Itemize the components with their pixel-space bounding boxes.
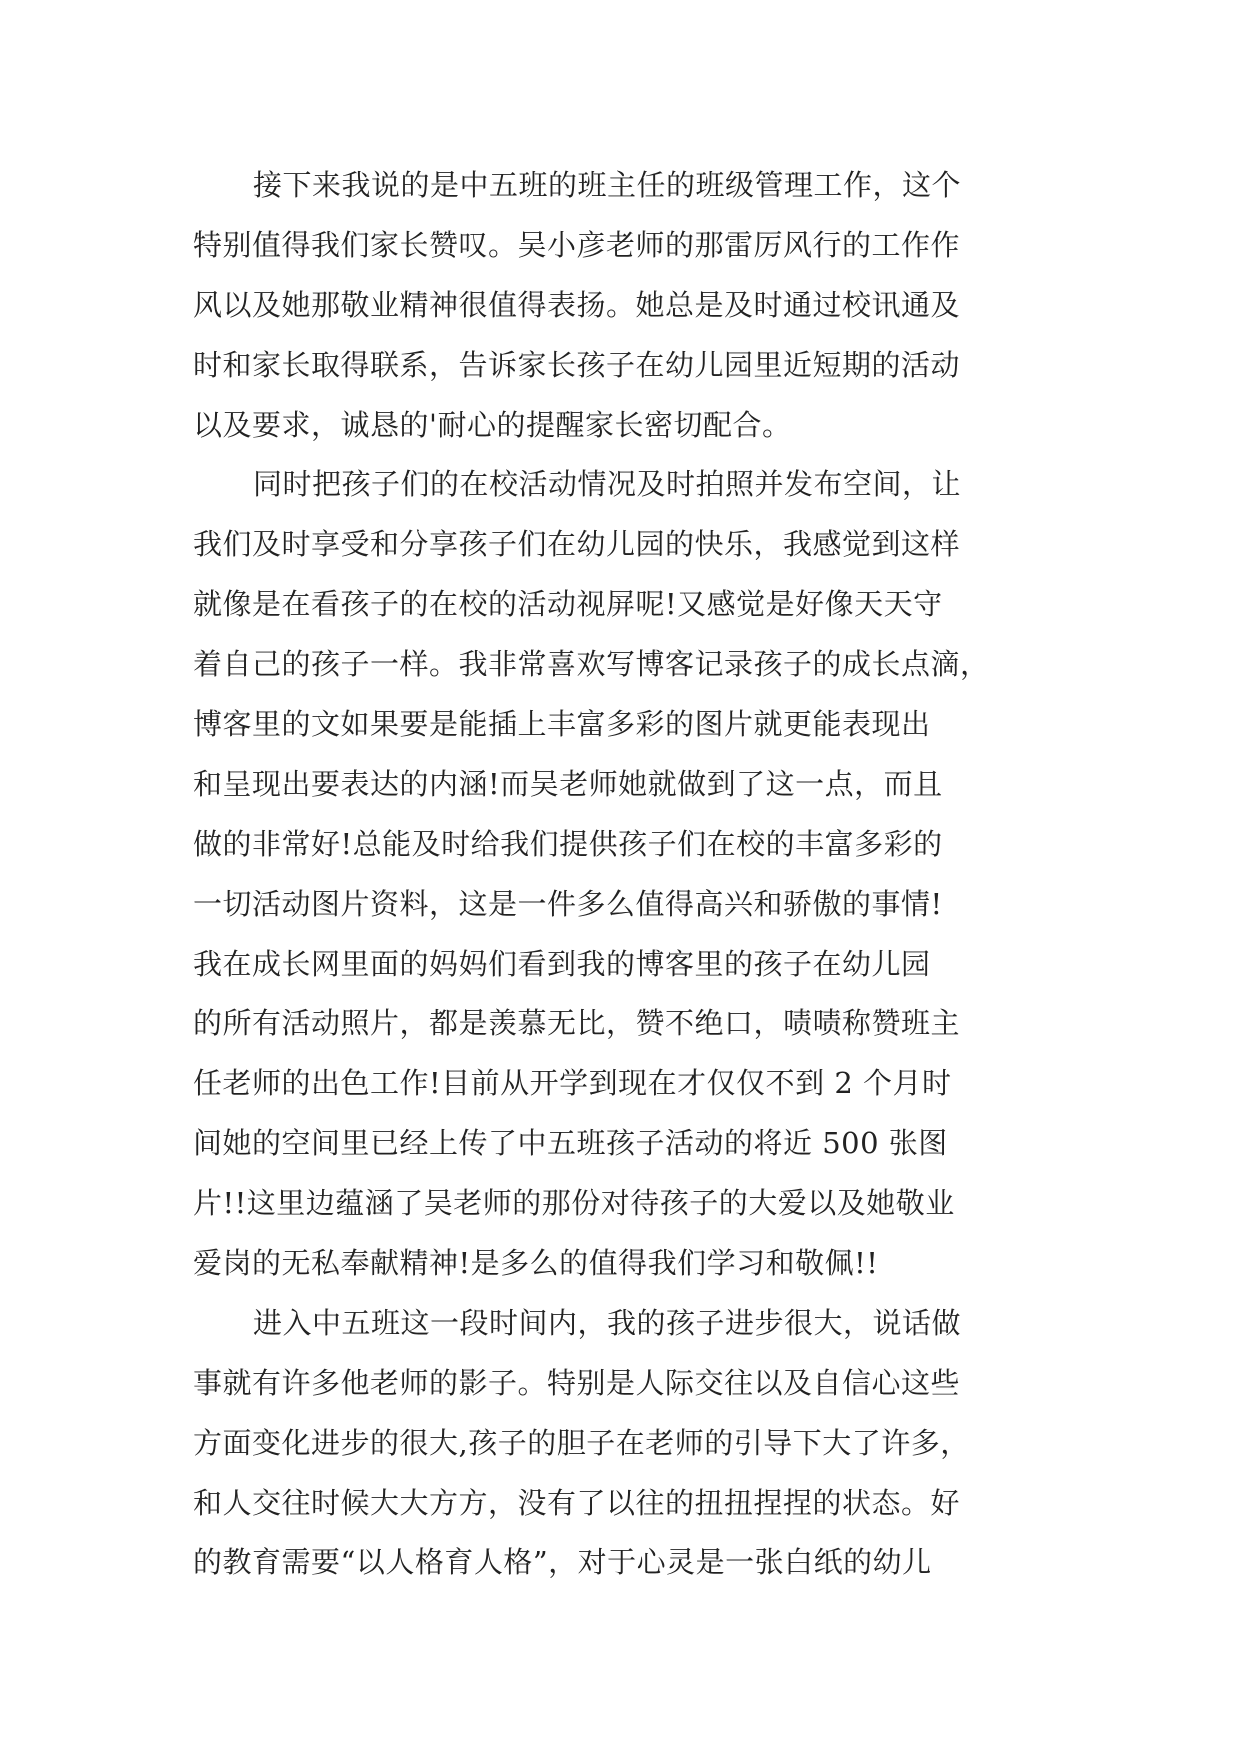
text-line: 和呈现出要表达的内涵!而吴老师她就做到了这一点，而且 [193,766,943,801]
text-line: 时和家长取得联系，告诉家长孩子在幼儿园里近短期的活动 [193,347,961,382]
text-line: 着自己的孩子一样。我非常喜欢写博客记录孩子的成长点滴， [193,647,990,682]
text-line: 间她的空间里已经上传了中五班孩子活动的将近 500 张图 [193,1126,948,1161]
text-line: 同时把孩子们的在校活动情况及时拍照并发布空间，让 [253,467,962,502]
text-line: 的所有活动照片，都是羡慕无比，赞不绝口，啧啧称赞班主 [193,1006,961,1041]
text-line: 任老师的出色工作!目前从开学到现在才仅仅不到 2 个月时 [193,1066,952,1101]
body-text [193,156,1053,1593]
text-line: 就像是在看孩子的在校的活动视屏呢!又感觉是好像天天守 [193,587,943,622]
text-line: 方面变化进步的很大,孩子的胆子在老师的引导下大了许多， [193,1425,970,1460]
text-line: 进入中五班这一段时间内，我的孩子进步很大，说话做 [253,1305,962,1340]
text-line: 爱岗的无私奉献精神!是多么的值得我们学习和敬佩!! [193,1246,879,1281]
text-line: 博客里的文如果要是能插上丰富多彩的图片就更能表现出 [193,707,931,742]
text-line: 以及要求，诚恳的'耐心的提醒家长密切配合。 [193,407,792,442]
text-line: 接下来我说的是中五班的班主任的班级管理工作，这个 [253,168,962,202]
text-line: 我们及时享受和分享孩子们在幼儿园的快乐，我感觉到这样 [193,527,961,562]
paragraph-1 [193,156,1053,455]
text-line: 做的非常好!总能及时给我们提供孩子们在校的丰富多彩的 [193,826,943,861]
text-line: 片!!这里边蕴涵了吴老师的那份对待孩子的大爱以及她敬业 [193,1186,955,1221]
paragraph-2 [193,455,1053,1293]
text-line: 一切活动图片资料，这是一件多么值得高兴和骄傲的事情! [193,886,943,921]
text-line: 和人交往时候大大方方，没有了以往的扭扭捏捏的状态。好 [193,1485,961,1520]
text-line: 风以及她那敬业精神很值得表扬。她总是及时通过校讯通及 [193,287,961,322]
text-line: 我在成长网里面的妈妈们看到我的博客里的孩子在幼儿园 [193,946,931,981]
text-line: 事就有许多他老师的影子。特别是人际交往以及自信心这些 [193,1365,961,1400]
text-line: 特别值得我们家长赞叹。吴小彦老师的那雷厉风行的工作作 [193,227,961,262]
paragraph-3 [193,1294,1053,1593]
text-line: 的教育需要“以人格育人格”，对于心灵是一张白纸的幼儿 [193,1545,932,1580]
